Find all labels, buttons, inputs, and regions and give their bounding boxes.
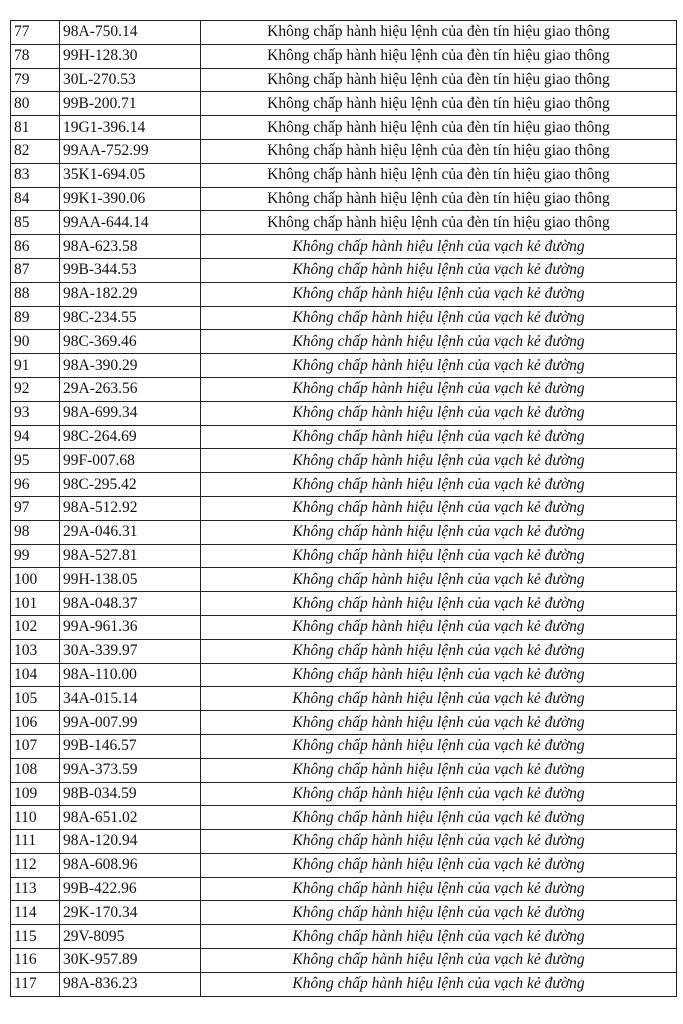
violation-cell: Không chấp hành hiệu lệnh của vạch kẻ đường	[201, 473, 677, 497]
license-plate-cell: 34A-015.14	[60, 687, 201, 711]
violation-cell: Không chấp hành hiệu lệnh của vạch kẻ đường	[201, 401, 677, 425]
license-plate-cell: 98A-608.96	[60, 853, 201, 877]
violation-cell: Không chấp hành hiệu lệnh của đèn tín hiệu giao thông	[201, 116, 677, 140]
license-plate-cell: 98A-182.29	[60, 282, 201, 306]
violation-cell: Không chấp hành hiệu lệnh của vạch kẻ đường	[201, 449, 677, 473]
violation-cell: Không chấp hành hiệu lệnh của vạch kẻ đường	[201, 972, 677, 996]
violation-cell: Không chấp hành hiệu lệnh của đèn tín hiệu giao thông	[201, 139, 677, 163]
row-number-cell: 104	[11, 663, 60, 687]
row-number-cell: 95	[11, 449, 60, 473]
violation-cell: Không chấp hành hiệu lệnh của vạch kẻ đường	[201, 877, 677, 901]
license-plate-cell: 29V-8095	[60, 925, 201, 949]
violation-cell: Không chấp hành hiệu lệnh của vạch kẻ đường	[201, 615, 677, 639]
row-number-cell: 109	[11, 782, 60, 806]
violation-cell: Không chấp hành hiệu lệnh của vạch kẻ đường	[201, 853, 677, 877]
license-plate-cell: 98A-750.14	[60, 21, 201, 45]
table-row	[11, 116, 677, 140]
violation-cell: Không chấp hành hiệu lệnh của vạch kẻ đường	[201, 282, 677, 306]
table-row	[11, 330, 677, 354]
violation-cell: Không chấp hành hiệu lệnh của vạch kẻ đường	[201, 711, 677, 735]
table-body	[11, 21, 677, 997]
table-row	[11, 187, 677, 211]
table-row	[11, 592, 677, 616]
row-number-cell: 88	[11, 282, 60, 306]
license-plate-cell: 98A-110.00	[60, 663, 201, 687]
violation-cell: Không chấp hành hiệu lệnh của đèn tín hiệu giao thông	[201, 163, 677, 187]
table-row	[11, 901, 677, 925]
row-number-cell: 90	[11, 330, 60, 354]
table-row	[11, 21, 677, 45]
license-plate-cell: 29A-046.31	[60, 520, 201, 544]
row-number-cell: 87	[11, 258, 60, 282]
license-plate-cell: 99A-373.59	[60, 758, 201, 782]
row-number-cell: 113	[11, 877, 60, 901]
table-row	[11, 377, 677, 401]
table-row	[11, 401, 677, 425]
license-plate-cell: 98B-034.59	[60, 782, 201, 806]
row-number-cell: 78	[11, 44, 60, 68]
row-number-cell: 117	[11, 972, 60, 996]
row-number-cell: 82	[11, 139, 60, 163]
license-plate-cell: 99K1-390.06	[60, 187, 201, 211]
license-plate-cell: 35K1-694.05	[60, 163, 201, 187]
violation-cell: Không chấp hành hiệu lệnh của vạch kẻ đường	[201, 330, 677, 354]
violation-cell: Không chấp hành hiệu lệnh của đèn tín hiệu giao thông	[201, 211, 677, 235]
violation-cell: Không chấp hành hiệu lệnh của vạch kẻ đường	[201, 830, 677, 854]
row-number-cell: 77	[11, 21, 60, 45]
violation-cell: Không chấp hành hiệu lệnh của vạch kẻ đường	[201, 687, 677, 711]
violation-cell: Không chấp hành hiệu lệnh của vạch kẻ đường	[201, 235, 677, 259]
violation-cell: Không chấp hành hiệu lệnh của vạch kẻ đường	[201, 306, 677, 330]
violation-cell: Không chấp hành hiệu lệnh của đèn tín hiệu giao thông	[201, 44, 677, 68]
table-row	[11, 306, 677, 330]
table-row	[11, 354, 677, 378]
violation-cell: Không chấp hành hiệu lệnh của vạch kẻ đường	[201, 782, 677, 806]
license-plate-cell: 30A-339.97	[60, 639, 201, 663]
violation-cell: Không chấp hành hiệu lệnh của vạch kẻ đường	[201, 544, 677, 568]
violation-cell: Không chấp hành hiệu lệnh của vạch kẻ đường	[201, 734, 677, 758]
table-row	[11, 568, 677, 592]
license-plate-cell: 99AA-752.99	[60, 139, 201, 163]
violation-cell: Không chấp hành hiệu lệnh của vạch kẻ đường	[201, 901, 677, 925]
row-number-cell: 92	[11, 377, 60, 401]
row-number-cell: 101	[11, 592, 60, 616]
table-row	[11, 496, 677, 520]
table-row	[11, 139, 677, 163]
license-plate-cell: 98A-512.92	[60, 496, 201, 520]
table-row	[11, 68, 677, 92]
row-number-cell: 106	[11, 711, 60, 735]
table-row	[11, 615, 677, 639]
violation-cell: Không chấp hành hiệu lệnh của vạch kẻ đường	[201, 354, 677, 378]
violation-cell: Không chấp hành hiệu lệnh của vạch kẻ đường	[201, 377, 677, 401]
row-number-cell: 111	[11, 830, 60, 854]
license-plate-cell: 98A-699.34	[60, 401, 201, 425]
row-number-cell: 116	[11, 949, 60, 973]
row-number-cell: 108	[11, 758, 60, 782]
table-row	[11, 782, 677, 806]
table-row	[11, 473, 677, 497]
table-row	[11, 520, 677, 544]
license-plate-cell: 99A-961.36	[60, 615, 201, 639]
table-row	[11, 853, 677, 877]
table-row	[11, 544, 677, 568]
row-number-cell: 85	[11, 211, 60, 235]
violation-cell: Không chấp hành hiệu lệnh của vạch kẻ đường	[201, 925, 677, 949]
row-number-cell: 103	[11, 639, 60, 663]
violation-cell: Không chấp hành hiệu lệnh của vạch kẻ đường	[201, 639, 677, 663]
table-row	[11, 163, 677, 187]
row-number-cell: 114	[11, 901, 60, 925]
table-row	[11, 663, 677, 687]
row-number-cell: 91	[11, 354, 60, 378]
row-number-cell: 105	[11, 687, 60, 711]
license-plate-cell: 99F-007.68	[60, 449, 201, 473]
license-plate-cell: 99B-200.71	[60, 92, 201, 116]
violation-cell: Không chấp hành hiệu lệnh của đèn tín hiệu giao thông	[201, 68, 677, 92]
license-plate-cell: 98A-527.81	[60, 544, 201, 568]
row-number-cell: 102	[11, 615, 60, 639]
row-number-cell: 115	[11, 925, 60, 949]
license-plate-cell: 98A-120.94	[60, 830, 201, 854]
table-row	[11, 734, 677, 758]
license-plate-cell: 98C-369.46	[60, 330, 201, 354]
row-number-cell: 96	[11, 473, 60, 497]
license-plate-cell: 29K-170.34	[60, 901, 201, 925]
row-number-cell: 110	[11, 806, 60, 830]
row-number-cell: 107	[11, 734, 60, 758]
table-row	[11, 44, 677, 68]
license-plate-cell: 98C-264.69	[60, 425, 201, 449]
table-row	[11, 949, 677, 973]
violation-cell: Không chấp hành hiệu lệnh của vạch kẻ đường	[201, 806, 677, 830]
row-number-cell: 83	[11, 163, 60, 187]
row-number-cell: 97	[11, 496, 60, 520]
license-plate-cell: 99B-422.96	[60, 877, 201, 901]
violation-cell: Không chấp hành hiệu lệnh của vạch kẻ đường	[201, 949, 677, 973]
license-plate-cell: 99H-128.30	[60, 44, 201, 68]
violation-cell: Không chấp hành hiệu lệnh của vạch kẻ đường	[201, 568, 677, 592]
table-row	[11, 92, 677, 116]
table-row	[11, 639, 677, 663]
license-plate-cell: 98A-390.29	[60, 354, 201, 378]
table-row	[11, 806, 677, 830]
license-plate-cell: 19G1-396.14	[60, 116, 201, 140]
table-row	[11, 258, 677, 282]
violation-cell: Không chấp hành hiệu lệnh của vạch kẻ đường	[201, 592, 677, 616]
row-number-cell: 81	[11, 116, 60, 140]
row-number-cell: 112	[11, 853, 60, 877]
license-plate-cell: 99H-138.05	[60, 568, 201, 592]
license-plate-cell: 99A-007.99	[60, 711, 201, 735]
table-row	[11, 711, 677, 735]
table-row	[11, 449, 677, 473]
license-plate-cell: 99AA-644.14	[60, 211, 201, 235]
license-plate-cell: 99B-344.53	[60, 258, 201, 282]
violations-table	[10, 20, 677, 997]
violation-cell: Không chấp hành hiệu lệnh của vạch kẻ đường	[201, 520, 677, 544]
violation-cell: Không chấp hành hiệu lệnh của đèn tín hiệu giao thông	[201, 21, 677, 45]
row-number-cell: 94	[11, 425, 60, 449]
license-plate-cell: 98A-623.58	[60, 235, 201, 259]
license-plate-cell: 99B-146.57	[60, 734, 201, 758]
violation-cell: Không chấp hành hiệu lệnh của vạch kẻ đường	[201, 758, 677, 782]
table-row	[11, 877, 677, 901]
row-number-cell: 80	[11, 92, 60, 116]
license-plate-cell: 98A-048.37	[60, 592, 201, 616]
violation-cell: Không chấp hành hiệu lệnh của đèn tín hiệu giao thông	[201, 187, 677, 211]
table-row	[11, 211, 677, 235]
table-row	[11, 925, 677, 949]
table-row	[11, 758, 677, 782]
row-number-cell: 86	[11, 235, 60, 259]
license-plate-cell: 29A-263.56	[60, 377, 201, 401]
license-plate-cell: 98C-234.55	[60, 306, 201, 330]
row-number-cell: 98	[11, 520, 60, 544]
row-number-cell: 93	[11, 401, 60, 425]
table-row	[11, 235, 677, 259]
violation-cell: Không chấp hành hiệu lệnh của vạch kẻ đường	[201, 258, 677, 282]
violation-cell: Không chấp hành hiệu lệnh của vạch kẻ đường	[201, 425, 677, 449]
table-row	[11, 972, 677, 996]
row-number-cell: 84	[11, 187, 60, 211]
table-row	[11, 425, 677, 449]
violation-cell: Không chấp hành hiệu lệnh của vạch kẻ đường	[201, 663, 677, 687]
license-plate-cell: 98A-651.02	[60, 806, 201, 830]
row-number-cell: 99	[11, 544, 60, 568]
row-number-cell: 100	[11, 568, 60, 592]
table-row	[11, 830, 677, 854]
license-plate-cell: 98C-295.42	[60, 473, 201, 497]
table-row	[11, 282, 677, 306]
license-plate-cell: 98A-836.23	[60, 972, 201, 996]
license-plate-cell: 30L-270.53	[60, 68, 201, 92]
table-row	[11, 687, 677, 711]
row-number-cell: 79	[11, 68, 60, 92]
row-number-cell: 89	[11, 306, 60, 330]
license-plate-cell: 30K-957.89	[60, 949, 201, 973]
violation-cell: Không chấp hành hiệu lệnh của vạch kẻ đường	[201, 496, 677, 520]
violation-cell: Không chấp hành hiệu lệnh của đèn tín hiệu giao thông	[201, 92, 677, 116]
